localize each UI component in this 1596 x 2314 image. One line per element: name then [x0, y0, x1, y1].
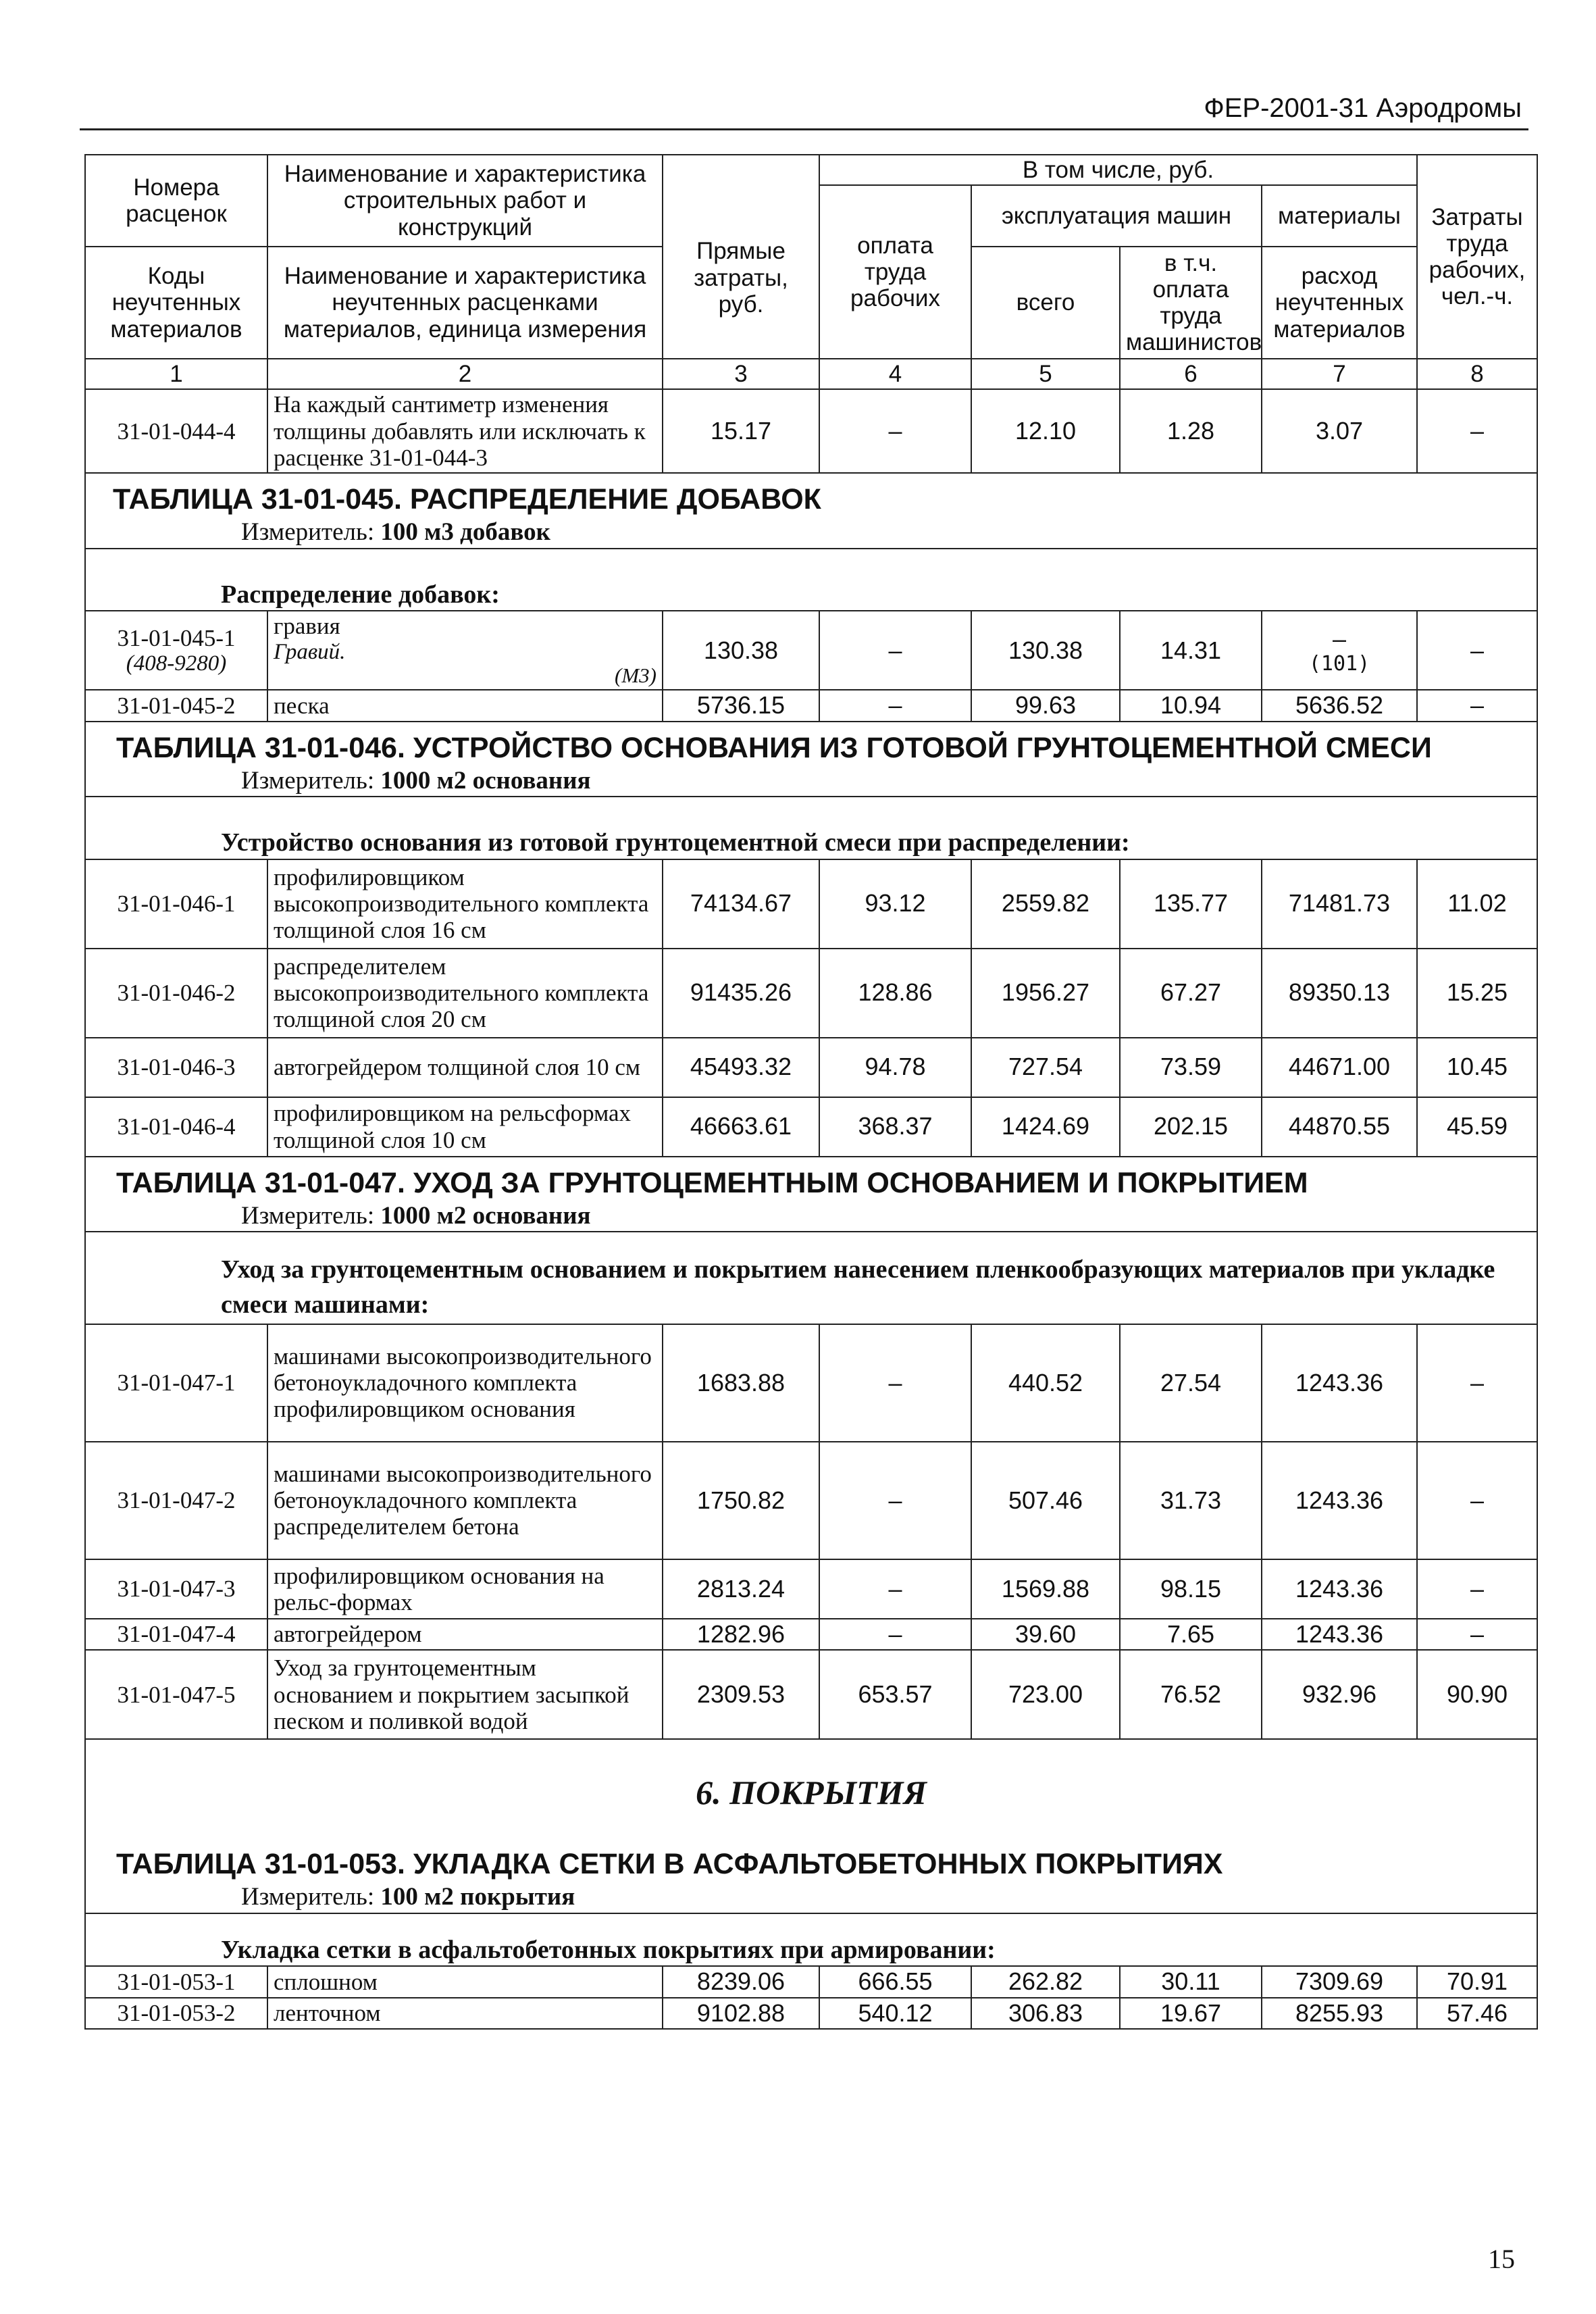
measure-row [85, 765, 1537, 797]
rate-code: 31-01-047-2 [85, 1442, 267, 1559]
labor-value: 11.02 [1417, 859, 1537, 949]
header-rule [80, 128, 1528, 130]
rate-code: 31-01-047-1 [85, 1324, 267, 1442]
machine-total-value: 12.10 [971, 389, 1120, 473]
materials-cell [1262, 611, 1417, 690]
table-row [85, 1324, 1537, 1442]
table-row [85, 1966, 1537, 1997]
table-section-title [85, 1157, 1537, 1201]
direct-costs-value: 46663.61 [663, 1097, 819, 1157]
machine-total-value: 306.83 [971, 1998, 1120, 2029]
operator-pay-value: 135.77 [1120, 859, 1262, 949]
operator-pay-value: 30.11 [1120, 1966, 1262, 1997]
machine-total-value: 262.82 [971, 1966, 1120, 1997]
column-number: 7 [1262, 359, 1417, 389]
table-title: ТАБЛИЦА 31-01-046. УСТРОЙСТВО ОСНОВАНИЯ ИЗ ГОТОВОЙ ГРУНТОЦЕМЕНТНОЙ СМЕСИ [116, 731, 1432, 764]
labor-value: 10.45 [1417, 1038, 1537, 1097]
header-machine-operation: эксплуатация машин [971, 185, 1262, 247]
materials-value: 932.96 [1262, 1650, 1417, 1739]
materials-value: – [1332, 624, 1347, 653]
rate-description: автогрейдером толщиной слоя 10 см [267, 1038, 663, 1097]
rate-description-cell [267, 611, 663, 690]
section-subhead: Укладка сетки в асфальтобетонных покрытиях при армировании: [85, 1932, 1537, 1967]
rate-description: машинами высокопроизводительного бетоноукладочного комплекта профилировщиком основания [267, 1324, 663, 1442]
labor-value: – [1417, 1559, 1537, 1619]
operator-pay-value: 1.28 [1120, 389, 1262, 473]
direct-costs-value: 1683.88 [663, 1324, 819, 1442]
operator-pay-value: 73.59 [1120, 1038, 1262, 1097]
materials-value: 5636.52 [1262, 690, 1417, 721]
rate-code: 31-01-046-4 [85, 1097, 267, 1157]
header-operator-pay: в т.ч. оплата труда машинистов [1120, 247, 1262, 359]
machine-total-value: 727.54 [971, 1038, 1120, 1097]
labor-value: – [1417, 389, 1537, 473]
operator-pay-value: 7.65 [1120, 1619, 1262, 1650]
measure-value: 100 м2 покрытия [380, 1883, 575, 1911]
column-number: 1 [85, 359, 267, 389]
table-row [85, 1097, 1537, 1157]
machine-total-value: 723.00 [971, 1650, 1120, 1739]
materials-value: 7309.69 [1262, 1966, 1417, 1997]
material-code: (408-9280) [126, 651, 227, 676]
worker-pay-value: 368.37 [819, 1097, 971, 1157]
measure-label: Измеритель: [241, 1883, 375, 1911]
worker-pay-value: 666.55 [819, 1966, 971, 1997]
worker-pay-value: – [819, 389, 971, 473]
document-header-title: ФЕР-2001-31 Аэродромы [1204, 93, 1522, 123]
rate-code: 31-01-053-2 [85, 1998, 267, 2029]
direct-costs-value: 8239.06 [663, 1966, 819, 1997]
rates-page [84, 154, 1537, 2030]
column-number: 8 [1417, 359, 1537, 389]
subhead-row [85, 824, 1537, 859]
rate-code: 31-01-047-4 [85, 1619, 267, 1650]
header-direct-costs: Прямые затраты, руб. [663, 155, 819, 359]
operator-pay-value: 76.52 [1120, 1650, 1262, 1739]
column-number: 2 [267, 359, 663, 389]
machine-total-value: 1569.88 [971, 1559, 1120, 1619]
rate-code: 31-01-045-1 [117, 624, 236, 651]
subhead-row [85, 1932, 1537, 1967]
materials-value: 1243.36 [1262, 1442, 1417, 1559]
header-machine-total: всего [971, 247, 1120, 359]
machine-total-value: 130.38 [971, 611, 1120, 690]
operator-pay-value: 19.67 [1120, 1998, 1262, 2029]
measure-label: Измеритель: [241, 766, 375, 795]
direct-costs-value: 91435.26 [663, 949, 819, 1038]
header-rate-numbers: Номера расценок [85, 155, 267, 247]
table-header-row [85, 155, 1537, 185]
direct-costs-value: 1750.82 [663, 1442, 819, 1559]
machine-total-value: 39.60 [971, 1619, 1120, 1650]
rate-description: профилировщиком основания на рельс-формах [267, 1559, 663, 1619]
table-section-title [85, 1838, 1537, 1882]
operator-pay-value: 10.94 [1120, 690, 1262, 721]
materials-value: 1243.36 [1262, 1619, 1417, 1650]
column-number: 6 [1120, 359, 1262, 389]
table-row [85, 949, 1537, 1038]
table-row [85, 1559, 1537, 1619]
operator-pay-value: 98.15 [1120, 1559, 1262, 1619]
rate-description: сплошном [267, 1966, 663, 1997]
worker-pay-value: – [819, 690, 971, 721]
materials-value: 3.07 [1262, 389, 1417, 473]
measure-label: Измеритель: [241, 518, 375, 547]
rate-description: ленточном [267, 1998, 663, 2029]
subhead-row [85, 1232, 1537, 1324]
header-unaccounted-material-codes: Коды неучтенных материалов [85, 247, 267, 359]
table-title: ТАБЛИЦА 31-01-053. УКЛАДКА СЕТКИ В АСФАЛЬТОБЕТОННЫХ ПОКРЫТИЯХ [116, 1848, 1223, 1881]
operator-pay-value: 27.54 [1120, 1324, 1262, 1442]
header-materials: материалы [1262, 185, 1417, 247]
rate-description: Уход за грунтоцементным основанием и покрытием засыпкой песком и поливкой водой [267, 1650, 663, 1739]
direct-costs-value: 9102.88 [663, 1998, 819, 2029]
header-including-group: В том числе, руб. [819, 155, 1417, 185]
column-number: 4 [819, 359, 971, 389]
labor-value: 70.91 [1417, 1966, 1537, 1997]
measure-value: 1000 м2 основания [380, 766, 591, 795]
rate-description: профилировщиком высокопроизводительного комплекта толщиной слоя 16 см [267, 859, 663, 949]
worker-pay-value: – [819, 611, 971, 690]
measure-label: Измеритель: [241, 1201, 375, 1230]
table-section-title [85, 473, 1537, 517]
worker-pay-value: 653.57 [819, 1650, 971, 1739]
worker-pay-value: 128.86 [819, 949, 971, 1038]
rate-description: песка [267, 690, 663, 721]
worker-pay-value: – [819, 1442, 971, 1559]
section-subhead: Распределение добавок: [85, 576, 1537, 611]
rate-code: 31-01-047-5 [85, 1650, 267, 1739]
rate-code: 31-01-046-2 [85, 949, 267, 1038]
table-row [85, 1650, 1537, 1739]
machine-total-value: 99.63 [971, 690, 1120, 721]
table-row [85, 389, 1537, 473]
worker-pay-value: – [819, 1324, 971, 1442]
machine-total-value: 2559.82 [971, 859, 1120, 949]
rate-description: гравия [274, 613, 340, 640]
labor-value: – [1417, 1619, 1537, 1650]
chapter-heading: 6. ПОКРЫТИЯ [696, 1774, 927, 1812]
labor-value: 45.59 [1417, 1097, 1537, 1157]
table-row [85, 1998, 1537, 2029]
direct-costs-value: 15.17 [663, 389, 819, 473]
material-consumption: (101) [1308, 652, 1370, 676]
measure-row [85, 517, 1537, 548]
operator-pay-value: 202.15 [1120, 1097, 1262, 1157]
table-row [85, 1619, 1537, 1650]
labor-value: 90.90 [1417, 1650, 1537, 1739]
table-row [85, 1038, 1537, 1097]
rate-description: автогрейдером [267, 1619, 663, 1650]
rate-description: распределителем высокопроизводительного комплекта толщиной слоя 20 см [267, 949, 663, 1038]
labor-value: – [1417, 1442, 1537, 1559]
worker-pay-value: – [819, 1559, 971, 1619]
header-unaccounted-materials: Наименование и характеристика неучтенных расценками материалов, единица измерения [267, 247, 663, 359]
section-subhead: Уход за грунтоцементным основанием и покрытием нанесением пленкообразующих материалов при укладке смеси машинами: [85, 1232, 1537, 1324]
header-work-name: Наименование и характеристика строительных работ и конструкций [267, 155, 663, 247]
rate-code: 31-01-046-1 [85, 859, 267, 949]
direct-costs-value: 130.38 [663, 611, 819, 690]
column-number: 3 [663, 359, 819, 389]
machine-total-value: 440.52 [971, 1324, 1120, 1442]
rate-code: 31-01-044-4 [85, 389, 267, 473]
header-unaccounted-consumption: расход неучтенных материалов [1262, 247, 1417, 359]
labor-value: 15.25 [1417, 949, 1537, 1038]
measure-row [85, 1882, 1537, 1913]
materials-value: 44671.00 [1262, 1038, 1417, 1097]
column-number: 5 [971, 359, 1120, 389]
direct-costs-value: 5736.15 [663, 690, 819, 721]
labor-value: – [1417, 690, 1537, 721]
chapter-row [85, 1739, 1537, 1838]
header-labor-costs: Затраты труда рабочих, чел.-ч. [1417, 155, 1537, 359]
material-unit: (М3) [615, 663, 657, 688]
rate-code: 31-01-053-1 [85, 1966, 267, 1997]
labor-value: 57.46 [1417, 1998, 1537, 2029]
table-section-title [85, 722, 1537, 765]
direct-costs-value: 2309.53 [663, 1650, 819, 1739]
subhead-row [85, 576, 1537, 611]
table-row [85, 690, 1537, 721]
worker-pay-value: 540.12 [819, 1998, 971, 2029]
direct-costs-value: 2813.24 [663, 1559, 819, 1619]
material-name: Гравий. [274, 639, 346, 664]
materials-value: 1243.36 [1262, 1324, 1417, 1442]
header-worker-pay: оплата труда рабочих [819, 185, 971, 359]
measure-value: 1000 м2 основания [380, 1201, 591, 1230]
labor-value: – [1417, 611, 1537, 690]
operator-pay-value: 67.27 [1120, 949, 1262, 1038]
machine-total-value: 1424.69 [971, 1097, 1120, 1157]
materials-value: 89350.13 [1262, 949, 1417, 1038]
worker-pay-value: 93.12 [819, 859, 971, 949]
rate-code: 31-01-047-3 [85, 1559, 267, 1619]
rate-description: На каждый сантиметр изменения толщины добавлять или исключать к расценке 31-01-044-3 [267, 389, 663, 473]
labor-value: – [1417, 1324, 1537, 1442]
rate-code: 31-01-046-3 [85, 1038, 267, 1097]
rates-table [84, 154, 1538, 2030]
operator-pay-value: 31.73 [1120, 1442, 1262, 1559]
column-numbers-row [85, 359, 1537, 389]
rate-code: 31-01-045-2 [85, 690, 267, 721]
materials-value: 1243.36 [1262, 1559, 1417, 1619]
worker-pay-value: – [819, 1619, 971, 1650]
table-title: ТАБЛИЦА 31-01-047. УХОД ЗА ГРУНТОЦЕМЕНТНЫМ ОСНОВАНИЕМ И ПОКРЫТИЕМ [116, 1166, 1308, 1199]
measure-row [85, 1201, 1537, 1232]
table-row [85, 859, 1537, 949]
materials-value: 71481.73 [1262, 859, 1417, 949]
section-subhead: Устройство основания из готовой грунтоцементной смеси при распределении: [85, 824, 1537, 859]
machine-total-value: 507.46 [971, 1442, 1120, 1559]
direct-costs-value: 45493.32 [663, 1038, 819, 1097]
worker-pay-value: 94.78 [819, 1038, 971, 1097]
direct-costs-value: 74134.67 [663, 859, 819, 949]
operator-pay-value: 14.31 [1120, 611, 1262, 690]
rate-code-cell [85, 611, 267, 690]
table-row [85, 611, 1537, 690]
direct-costs-value: 1282.96 [663, 1619, 819, 1650]
materials-value: 8255.93 [1262, 1998, 1417, 2029]
table-row [85, 1442, 1537, 1559]
materials-value: 44870.55 [1262, 1097, 1417, 1157]
table-title: ТАБЛИЦА 31-01-045. РАСПРЕДЕЛЕНИЕ ДОБАВОК [113, 483, 821, 516]
rate-description: профилировщиком на рельсформах толщиной слоя 10 см [267, 1097, 663, 1157]
rate-description: машинами высокопроизводительного бетоноукладочного комплекта распределителем бетона [267, 1442, 663, 1559]
machine-total-value: 1956.27 [971, 949, 1120, 1038]
page-number: 15 [1488, 2244, 1515, 2274]
measure-value: 100 м3 добавок [380, 518, 550, 547]
